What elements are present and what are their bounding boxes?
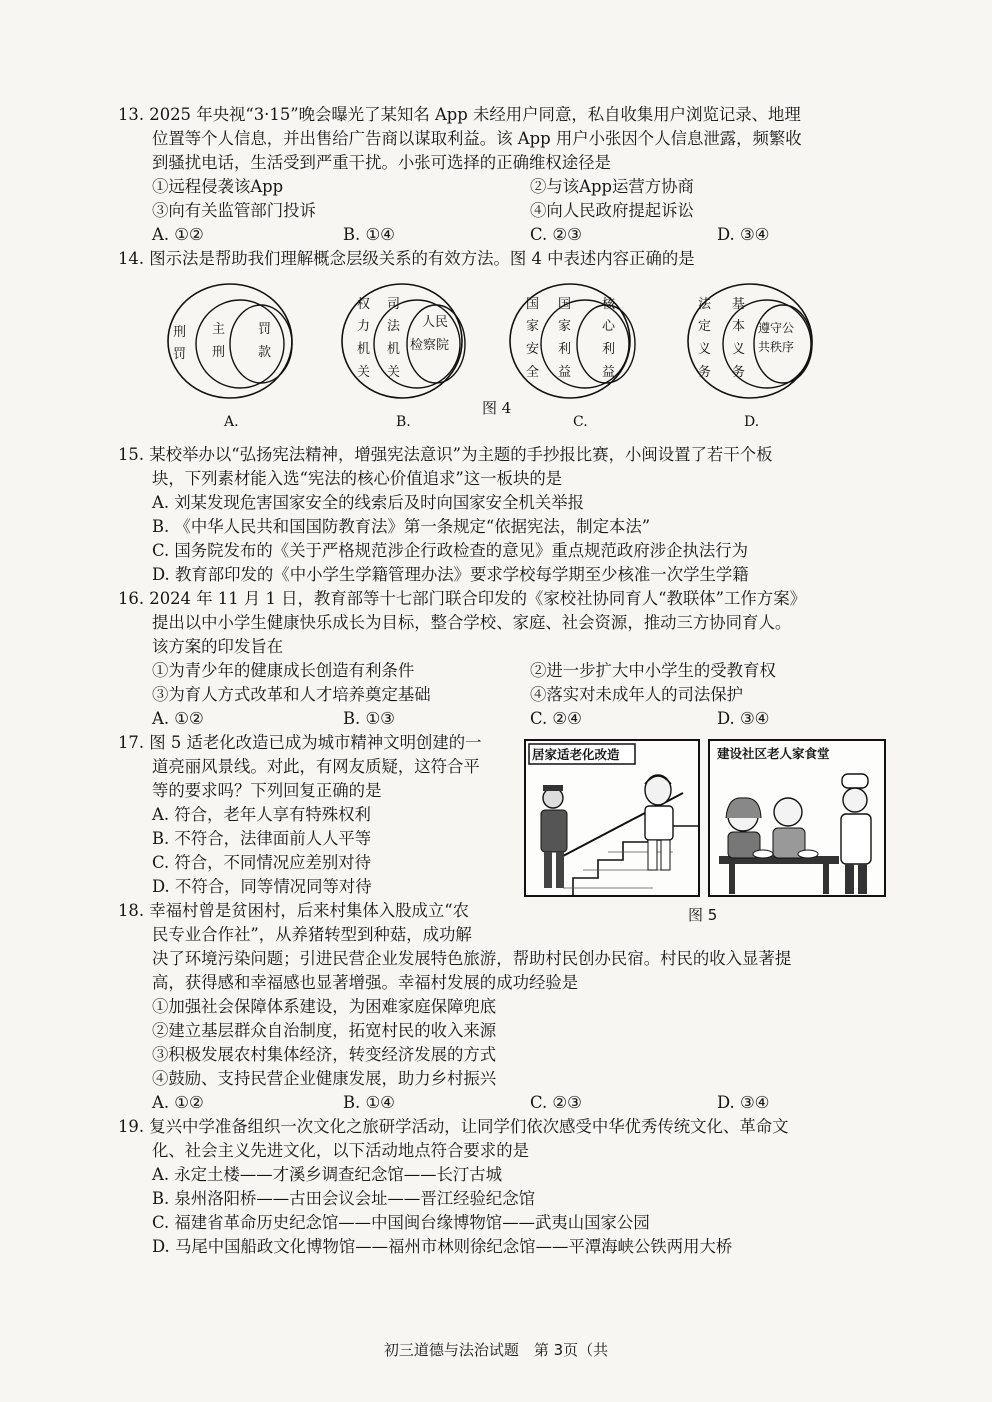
- diagram-b: [342, 284, 465, 430]
- figure-4-caption: 图 4: [482, 399, 512, 417]
- diagram-d-text-9: 遵守公: [758, 321, 795, 335]
- q18-choice-b: B. ①④: [343, 1093, 395, 1112]
- q17-choice-a: A. 符合，老年人享有特殊权利: [152, 805, 371, 824]
- q15-stem-line1: 15. 某校举办以“弘扬宪法精神，增强宪法意识”为主题的手抄报比赛，小闽设置了若干个板: [118, 445, 773, 464]
- q19-stem-line1: 19. 复兴中学准备组织一次文化之旅研学活动，让同学们依次感受中华优秀传统文化、革命文: [118, 1117, 789, 1136]
- page-footer: 初三道德与法治试题 第 3页（共: [383, 1341, 609, 1359]
- cartoon-panel-right: [709, 740, 885, 896]
- diagram-d-text-5: 基: [732, 297, 746, 312]
- q16-choice-c: C. ②④: [530, 709, 582, 728]
- q16-item-3: ③为育人方式改革和人才培养奠定基础: [152, 685, 431, 704]
- diagram-d-text-3: 义: [698, 342, 712, 357]
- diagram-c-text-4: 全: [526, 365, 540, 380]
- q15-choice-c: C. 国务院发布的《关于严格规范涉企行政检查的意见》重点规范政府涉企执法行为: [152, 541, 749, 560]
- q19-choice-b: B. 泉州洛阳桥——古田会议会址——晋江经验纪念馆: [152, 1189, 536, 1208]
- q15-choice-a: A. 刘某发现危害国家安全的线索后及时向国家安全机关举报: [152, 493, 585, 512]
- figure-5-cartoon: [523, 738, 887, 900]
- diagram-d-text-7: 义: [732, 342, 746, 357]
- q18-stem-line2: 民专业合作社”，从养猪转型到种菇，成功解: [152, 925, 472, 944]
- diagram-d: [688, 284, 812, 430]
- q15-choice-d: D. 教育部印发的《中小学生学籍管理办法》要求学校每学期至少核准一次学生学籍: [152, 565, 749, 584]
- q15-stem-line2: 块，下列素材能入选“宪法的核心价值追求”这一板块的是: [152, 469, 563, 488]
- q17-choice-b: B. 不符合，法律面前人人平等: [152, 829, 372, 848]
- q17-stem-line3: 等的要求吗？下列回复正确的是: [152, 781, 382, 800]
- q13-item-3: ③向有关监管部门投诉: [152, 201, 316, 220]
- diagram-c-label: C.: [573, 414, 588, 430]
- diagram-d-label: D.: [744, 414, 760, 430]
- diagram-b-text-3: 机: [357, 342, 371, 357]
- q17-stem-line1: 17. 图 5 适老化改造已成为城市精神文明创建的一: [118, 733, 482, 752]
- q13-choice-a: A. ①②: [152, 225, 204, 244]
- q18-item-1: ①加强社会保障体系建设，为困难家庭保障兜底: [152, 997, 497, 1016]
- q19-choice-c: C. 福建省革命历史纪念馆——中国闽台缘博物馆——武夷山国家公园: [152, 1213, 650, 1232]
- q14-stem: 14. 图示法是帮助我们理解概念层级关系的有效方法。图 4 中表述内容正确的是: [118, 249, 695, 268]
- diagram-a: [168, 284, 292, 430]
- diagram-c-text-1: 国: [526, 297, 540, 312]
- q19-choice-a: A. 永定土楼——才溪乡调查纪念馆——长汀古城: [152, 1165, 503, 1184]
- figure-5-caption: 图 5: [688, 906, 718, 924]
- q18-stem-line3: 决了环境污染问题；引进民营企业发展特色旅游，帮助村民创办民宿。村民的收入显著提: [152, 949, 792, 968]
- q19-stem-line2: 化、社会主义先进文化，以下活动地点符合要求的是: [152, 1141, 529, 1160]
- q16-stem-line3: 该方案的印发旨在: [152, 637, 284, 656]
- q17-stem-line2: 道亮丽风景线。对此，有网友质疑，这符合平: [152, 757, 480, 776]
- q13-item-4: ④向人民政府提起诉讼: [530, 201, 694, 220]
- q17-choice-c: C. 符合，不同情况应差别对待: [152, 853, 372, 872]
- diagram-a-text-3: 主: [212, 322, 226, 337]
- diagram-b-text-6: 法: [387, 319, 401, 334]
- q18-item-3: ③积极发展农村集体经济，转变经济发展的方式: [152, 1045, 497, 1064]
- diagram-c-text-5: 国: [558, 297, 572, 312]
- q18-choice-d: D. ③④: [717, 1093, 770, 1112]
- q16-item-4: ④落实对未成年人的司法保护: [530, 685, 744, 704]
- q13-item-2: ②与该App运营方协商: [530, 177, 694, 196]
- q19-choice-d: D. 马尾中国船政文化博物馆——福州市林则徐纪念馆——平潭海峡公铁两用大桥: [152, 1237, 733, 1256]
- figure-4-diagrams: [160, 283, 830, 433]
- panel-right-title: 建设社区老人家食堂: [717, 746, 830, 761]
- q13-stem-line1: 13. 2025 年央视“3·15”晚会曝光了某知名 App 未经用户同意，私自收集用户浏览记录、地理: [118, 105, 801, 124]
- diagram-b-text-4: 关: [357, 365, 371, 380]
- diagram-c-text-3: 安: [526, 342, 540, 357]
- q16-item-2: ②进一步扩大中小学生的受教育权: [530, 661, 776, 680]
- diagram-d-text-2: 定: [698, 319, 712, 334]
- diagram-c-text-7: 利: [558, 342, 572, 357]
- diagram-a-text-6: 款: [258, 345, 272, 360]
- diagram-a-text-4: 刑: [212, 345, 226, 360]
- diagram-c-text-9: 核: [602, 297, 616, 312]
- q13-choice-c: C. ②③: [530, 225, 582, 244]
- diagram-d-text-6: 本: [732, 319, 746, 334]
- q13-choice-b: B. ①④: [343, 225, 395, 244]
- diagram-c-text-2: 家: [526, 319, 540, 334]
- diagram-a-text-2: 罚: [173, 347, 187, 362]
- diagram-b-label: B.: [396, 414, 411, 430]
- q15-choice-b: B. 《中华人民共和国国防教育法》第一条规定“依据宪法，制定本法”: [152, 517, 651, 536]
- q13-stem-line3: 到骚扰电话，生活受到严重干扰。小张可选择的正确维权途径是: [152, 153, 611, 172]
- diagram-a-text-5: 罚: [258, 322, 272, 337]
- diagram-b-text-2: 力: [357, 319, 371, 334]
- diagram-d-text-4: 务: [698, 365, 712, 380]
- q13-stem-line2: 位置等个人信息，并出售给广告商以谋取利益。该 App 用户小张因个人信息泄露，频繁收: [152, 129, 802, 148]
- diagram-b-text-8: 关: [387, 365, 401, 380]
- q16-stem-line1: 16. 2024 年 11 月 1 日，教育部等十七部门联合印发的《家校社协同育人“教联体”工作方案》: [118, 589, 806, 608]
- q16-choice-b: B. ①③: [343, 709, 395, 728]
- q18-choice-c: C. ②③: [530, 1093, 582, 1112]
- q13-choice-d: D. ③④: [717, 225, 770, 244]
- q17-choice-d: D. 不符合，同等情况同等对待: [152, 877, 372, 896]
- diagram-c-text-8: 益: [558, 365, 572, 380]
- q18-choice-a: A. ①②: [152, 1093, 204, 1112]
- diagram-b-text-10: 检察院: [410, 338, 450, 353]
- q18-item-4: ④鼓励、支持民营企业健康发展，助力乡村振兴: [152, 1069, 497, 1088]
- diagram-d-text-8: 务: [732, 365, 746, 380]
- panel-left-title: 居家适老化改造: [532, 747, 620, 762]
- diagram-d-text-1: 法: [698, 297, 712, 312]
- diagram-c-text-6: 家: [558, 319, 572, 334]
- q16-choice-d: D. ③④: [717, 709, 770, 728]
- diagram-c-text-10: 心: [602, 319, 616, 334]
- q16-choice-a: A. ①②: [152, 709, 204, 728]
- q18-stem-line4: 高，获得感和幸福感也显著增强。幸福村发展的成功经验是: [152, 973, 579, 992]
- diagram-b-text-9: 人民: [422, 315, 449, 330]
- diagram-b-text-7: 机: [387, 342, 401, 357]
- diagram-b-text-5: 司: [387, 297, 401, 312]
- diagram-b-text-1: 权: [357, 297, 371, 312]
- q16-item-1: ①为青少年的健康成长创造有利条件: [152, 661, 415, 680]
- q18-stem-line1: 18. 幸福村曾是贫困村，后来村集体入股成立“农: [118, 901, 470, 920]
- diagram-c-text-11: 利: [602, 342, 616, 357]
- diagram-d-text-10: 共秩序: [758, 340, 795, 354]
- cartoon-panel-left: [525, 740, 699, 896]
- diagram-a-label: A.: [224, 414, 239, 430]
- diagram-c-text-12: 益: [602, 365, 616, 380]
- q18-item-2: ②建立基层群众自治制度，拓宽村民的收入来源: [152, 1021, 497, 1040]
- diagram-a-text-1: 刑: [173, 325, 187, 340]
- diagram-c: [510, 284, 635, 430]
- q16-stem-line2: 提出以中小学生健康快乐成长为目标，整合学校、家庭、社会资源，推动三方协同育人。: [152, 613, 792, 632]
- q13-item-1: ①远程侵袭该App: [152, 177, 284, 196]
